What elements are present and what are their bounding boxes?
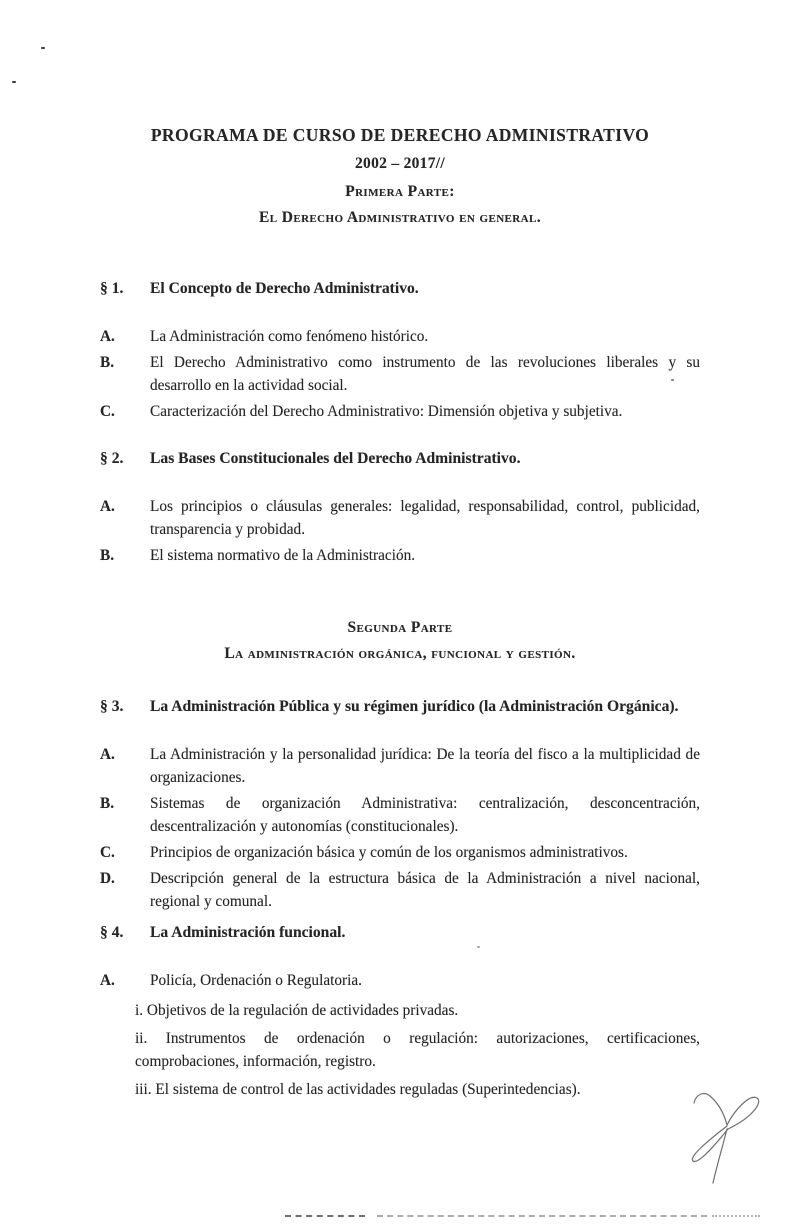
page-bottom-line	[712, 1215, 760, 1217]
ink-speck	[671, 379, 674, 381]
section-items	[100, 969, 700, 1101]
part1-label: Primera Parte:	[345, 183, 455, 200]
item-label: B.	[100, 795, 115, 812]
sub-item: ii. Instrumentos de ordenación o regulación: autorizaciones, certificaciones, comprobaciones, información, registro.	[135, 1030, 700, 1070]
item-text: La Administración y la personalidad jurídica: De la teoría del fisco a la multiplicidad de organizaciones.	[150, 746, 700, 786]
section-heading	[100, 277, 700, 300]
ink-speck	[41, 47, 45, 49]
item-text: Descripción general de la estructura básica de la Administración a nivel nacional, regional y comunal.	[150, 870, 700, 910]
item-text: Los principios o cláusulas generales: legalidad, responsabilidad, control, publicidad, transparencia y probidad.	[150, 498, 700, 538]
sub-item: iii. El sistema de control de las actividades reguladas (Superintedencias).	[135, 1081, 581, 1098]
item-label: C.	[100, 844, 115, 861]
item-text: El sistema normativo de la Administración.	[150, 547, 416, 564]
item-label: D.	[100, 870, 115, 887]
list-item	[100, 400, 700, 423]
list-item	[100, 544, 700, 567]
section-number: § 3.	[100, 698, 124, 715]
part2-label: Segunda Parte	[347, 619, 453, 636]
list-item	[100, 351, 700, 397]
item-text: El Derecho Administrativo como instrumento de las revoluciones liberales y su desarrollo en la actividad social.	[150, 354, 700, 394]
list-item	[100, 867, 700, 913]
section-title: Las Bases Constitucionales del Derecho Administrativo.	[150, 450, 521, 467]
section-number: § 2.	[100, 450, 124, 467]
list-item	[100, 495, 700, 541]
section-title: La Administración funcional.	[150, 924, 346, 941]
sub-item: i. Objetivos de la regulación de actividades privadas.	[135, 1002, 459, 1019]
item-label: A.	[100, 328, 115, 345]
item-label: B.	[100, 547, 115, 564]
item-text: Caracterización del Derecho Administrativo: Dimensión objetiva y subjetiva.	[150, 403, 623, 420]
ink-speck	[12, 81, 16, 83]
page-bottom-line	[285, 1215, 365, 1217]
ink-speck	[477, 946, 480, 948]
item-label: C.	[100, 403, 115, 420]
list-item	[100, 325, 700, 348]
section-items	[100, 495, 700, 567]
list-item	[100, 841, 700, 864]
item-label: A.	[100, 972, 115, 989]
list-item	[100, 743, 700, 789]
part1-title: El Derecho Administrativo en general.	[259, 209, 541, 226]
page-bottom-line	[377, 1215, 707, 1217]
section-number: § 1.	[100, 280, 124, 297]
list-item	[100, 792, 700, 838]
section-items	[100, 743, 700, 913]
section-heading	[100, 447, 700, 470]
item-text: Principios de organización básica y común de los organismos administrativos.	[150, 844, 628, 861]
doc-years: 2002 – 2017//	[354, 155, 445, 172]
part2-title: La administración orgánica, funcional y gestión.	[224, 645, 576, 662]
section-title: El Concepto de Derecho Administrativo.	[150, 280, 419, 297]
section-items	[100, 325, 700, 423]
item-label: A.	[100, 746, 115, 763]
part2-heading	[100, 617, 700, 665]
section-heading	[100, 921, 700, 944]
item-label: B.	[100, 354, 115, 371]
item-text: La Administración como fenómeno histórico.	[150, 328, 429, 345]
list-item	[100, 969, 700, 992]
section-number: § 4.	[100, 924, 124, 941]
doc-title: PROGRAMA DE CURSO DE DERECHO ADMINISTRATIVO	[150, 125, 650, 145]
item-text: Policía, Ordenación o Regulatoria.	[150, 972, 362, 989]
section-title: La Administración Pública y su régimen jurídico (la Administración Orgánica).	[150, 698, 679, 715]
item-text: Sistemas de organización Administrativa: centralización, desconcentración, descentralización y autonomías (constitucionales).	[150, 795, 700, 835]
item-label: A.	[100, 498, 115, 515]
section-heading	[100, 695, 700, 718]
sub-item-list	[135, 999, 700, 1101]
signature-scribble-icon	[660, 1085, 780, 1195]
